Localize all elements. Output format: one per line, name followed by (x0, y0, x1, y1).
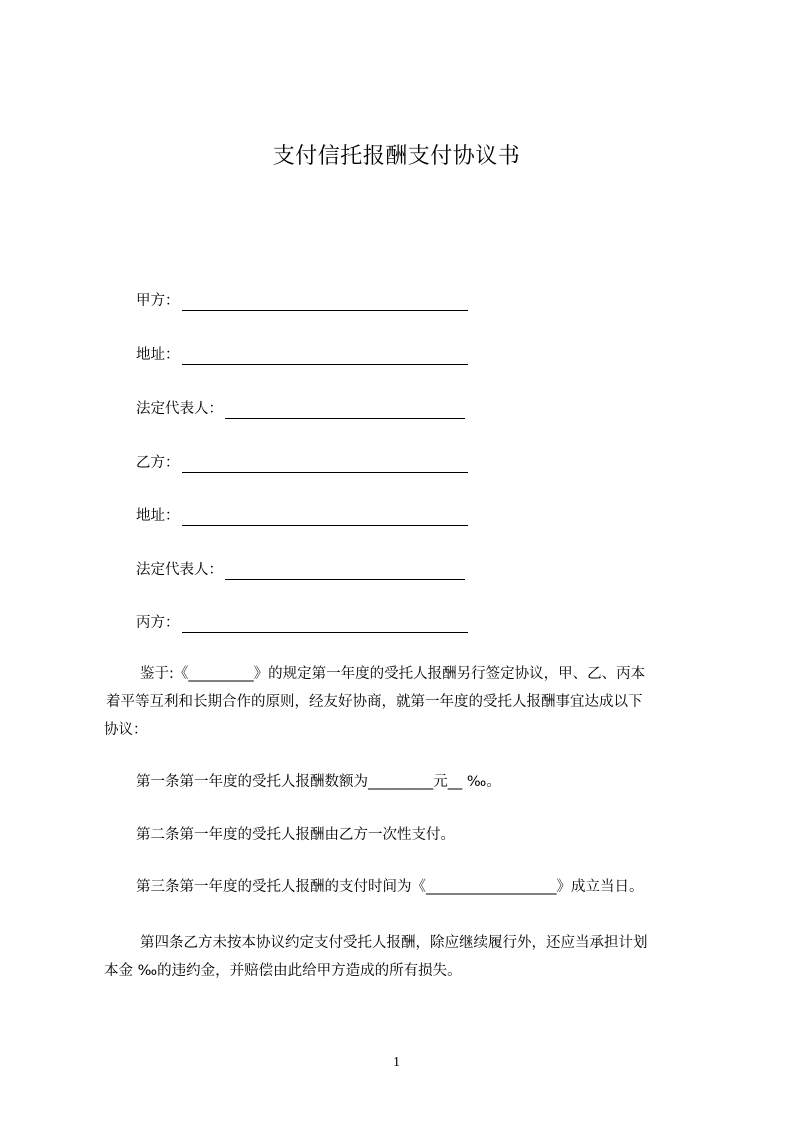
document-title: 支付信托报酬支付协议书 (272, 144, 521, 169)
party-a-address-label: 地址： (136, 347, 180, 363)
party-b-label: 乙方： (136, 455, 180, 471)
party-b-blank (182, 457, 468, 473)
preamble-line: 着平等互利和长期合作的原则，经友好协商，就第一年度的受托人报酬事宜达成以下 (106, 694, 643, 710)
party-b-address-field (136, 506, 468, 526)
party-c-field (136, 613, 468, 633)
party-a-address-blank (182, 349, 468, 365)
party-b-representative-blank (225, 564, 465, 580)
party-a-blank (182, 295, 468, 311)
party-c-label: 丙方： (136, 615, 180, 631)
party-a-field (136, 291, 468, 311)
party-a-representative-blank (225, 403, 465, 419)
preamble-line: 鉴于:《_________》的规定第一年度的受托人报酬另行签定协议，甲、乙、丙本 (140, 666, 646, 682)
party-a-representative-field (136, 399, 465, 419)
party-c-blank (182, 617, 468, 633)
party-b-representative-label: 法定代表人： (136, 562, 223, 578)
article-4-line: 第四条乙方未按本协议约定支付受托人报酬，除应继续履行外，还应当承担计划 (140, 935, 648, 951)
party-b-field (136, 453, 468, 473)
page-number: 1 (393, 1055, 400, 1070)
party-b-representative-field (136, 560, 465, 580)
party-a-representative-label: 法定代表人： (136, 401, 223, 417)
party-a-label: 甲方： (136, 293, 180, 309)
preamble-paragraph (104, 660, 704, 744)
article-4-paragraph (104, 929, 704, 985)
party-a-address-field (136, 345, 468, 365)
article-2: 第二条第一年度的受托人报酬由乙方一次性支付。 (136, 827, 455, 843)
article-4-line: 本金 ‰的违约金，并赔偿由此给甲方造成的所有损失。 (104, 963, 462, 979)
party-b-address-label: 地址： (136, 508, 180, 524)
party-b-address-blank (182, 510, 468, 526)
article-3: 第三条第一年度的受托人报酬的支付时间为《__________________》成立当日。 (136, 879, 644, 895)
article-1: 第一条第一年度的受托人报酬数额为_________元__ ‰。 (136, 774, 501, 790)
preamble-line: 协议： (104, 722, 148, 738)
